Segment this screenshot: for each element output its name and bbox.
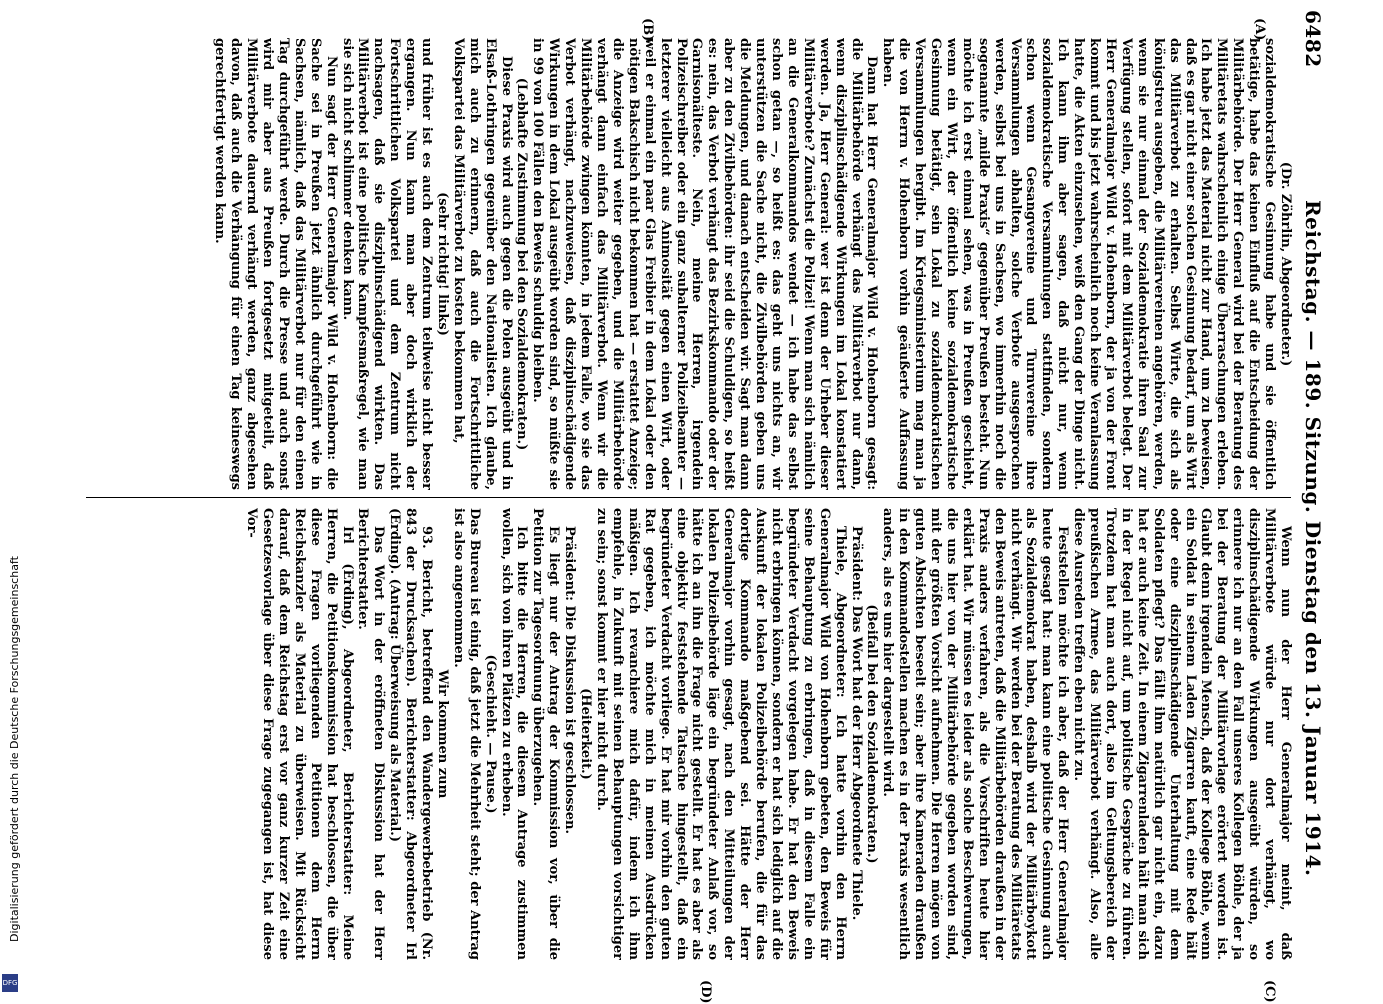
margin-mark-c: (C)	[1262, 980, 1277, 1003]
page-running-title: Reichstag. — 189. Sitzung. Dienstag den 13. Januar 1914.	[1301, 200, 1325, 877]
paragraph: Thiele, Abgeordneter: Ich hatte vorhin den Herrn Generalmajor Wild von Hohenborn gebeten, den Beweis für seine Behauptung zu erbringen, daß in diesem Falle ein begründeter Verdacht vorgelegen habe. Er hat den Beweis nicht erbringen können, sondern er hat sich lediglich auf die Auskunft der lokalen Polizeibehörde berufen, die für das dortige Kommando maßgebend sei. Hätte der Herr Generalmajor vorhin gesagt, nach den Mitteilungen der lokalen Polizeibehörde läge ein begründeter Anlaß vor, so hätte ich an ihn die Frage nicht gestellt. Er hat es aber als eine objektiv feststehende Tatsache hingestellt, daß ein begründeter Verdacht vorliege. Er hat mir vorhin den guten Rat gegeben, ich möchte mich in meinen Ausdrücken mäßigen. Ich revanchiere mich dafür, indem ich ihm empfehle, in Zukunft mit seinen Behauptungen vorsichtiger zu sein; sonst kommt er hier nicht durch.	[594, 508, 848, 960]
paragraph: Dann hat Herr Generalmajor Wild v. Hohenborn gesagt: die Militärbehörde verhängt das Militärverbot nur dann, wenn disziplinschädigende Wirkungen im Lokal konstatiert werden. Ja, Herr General: wer ist denn der Urheber dieser Militärverbote? Zunächst die Polizei! Wenn man sich nämlich an die Generalkommandos wendet — ich habe das selbst schon getan —, so heißt es: das geht uns nichts an, wir unterstützen die Sache nicht, die Zivilbehörden geben uns die Meldungen, und danach entscheiden wir. Sagt man dann aber zu den Zivilbehörden: ihr seid die Schuldigen, so heißt es: nein, das Verbot verhängt das Bezirkskommando oder der Garnisonälteste. Nein, meine Herren, irgendein Polizeischreiber oder ein ganz subalterner Polizeibeamter — letzterer vielleicht aus Animosität gegen einen Wirt, oder weil er einmal ein paar Glas Freibier in dem Lokal oder den nötigen Bakschisch nicht bekommen hat — erstattet Anzeige; die Anzeige wird weiter gegeben, und die Militärbehörde verhängt dann einfach das Militärverbot. Wenn wir die Militärbehörde zwingen könnten, in jedem Falle, wo sie das Verbot verhängt, nachzuweisen, daß disziplinschädigende Wirkungen in dem Lokal ausgeübt worden sind, so müßte sie in 99 von 100 Fällen den Beweis schuldig bleiben.	[530, 38, 880, 490]
page-number: 6482	[1301, 10, 1325, 68]
right-text-column	[83, 508, 1293, 960]
margin-mark-b: (B)	[640, 18, 655, 42]
paragraph: Das Bureau ist einig, daß jetzt die Mehrheit steht; der Antrag ist also angenommen.	[450, 508, 482, 960]
paragraph: sozialdemokratische Gesinnung habe und sie öffentlich betätige, habe das keinen Einfluß auf die Entscheidung der Militärbehörde. Der Herr General wird bei der Beratung des Militäretats wahrscheinlich einige Überraschungen erleben. Ich habe jetzt das Material nicht zur Hand, um zu beweisen, daß es gar nicht einer solchen Gesinnung bedarf, um als Wirt das Militärverbot zu erhalten. Selbst Wirte, die sich als königstreu ausgeben, die Militärvereinen angehören, werden, wenn sie nur einmal der Sozialdemokratie ihren Saal zur Verfügung stellen, sofort mit dem Militärverbot belegt. Der Herr Generalmajor Wild v. Hohenborn, der ja von der Front kommt und bis jetzt wahrscheinlich noch keine Veranlassung hatte, die Akten einzusehen, weiß den Gang der Dinge nicht. Ich kann ihm aber sagen, daß nicht nur, wenn sozialdemokratische Versammlungen stattfinden, sondern schon wenn Gesangvereine und Turnvereine ihre Versammlungen abhalten, solche Verbote ausgesprochen werden, selbst bei uns in Sachsen, wo immerhin noch die sogenannte „milde Praxis“ gegenüber Preußen besteht. Nun möchte ich erst einmal sehen, was in Preußen geschieht, wenn ein Wirt, der öffentlich keine sozialdemokratische Gesinnung betätigt, sein Lokal zu sozialdemokratischen Versammlungen hergibt. Im Kriegsministerium mag man ja die von Herrn v. Hohenborn vorhin geäußerte Auffassung haben.	[880, 38, 1278, 490]
paragraph: Das Wort in der eröffneten Diskussion hat der Herr Berichterstatter.	[355, 508, 387, 960]
speaker-heading: (Dr. Zöhrlin, Abgeordneter.)	[1278, 161, 1293, 367]
paragraph: Es liegt nur der Antrag der Kommission vor, über die Petition zur Tagesordnung überzugehen.	[530, 508, 562, 960]
margin-mark-d: (D)	[698, 980, 713, 1004]
paragraph: Wenn nun der Herr Generalmajor meint, daß Militärverbote würde nur dort verhängt, wo disziplinschädigende Wirkungen ausgeübt würden, so erinnere ich nur an den Fall unseres Kollegen Böhle, der ja bei der Beratung der Militärvorlage erörtert worden ist. Glaubt denn irgendein Mensch, daß der Kollege Böhle, wenn ein Soldat in seinem Laden Zigarren kauft, eine Rede hält oder eine disziplinschädigende Unterhaltung mit dem Soldaten pflegt? Das fällt ihm natürlich gar nicht ein, dazu hat er auch keine Zeit. In einem Zigarrenladen hält man sich in der Regel nicht auf, um politische Gespräche zu führen. Trotzdem hat man auch dort, also im Geltungsbereich der preußischen Armee, das Militärverbot verhängt. Also, alle diese Ausreden treffen eben nicht zu.	[1071, 508, 1293, 960]
paragraph: Ich bitte die Herren, die diesem Antrage zustimmen wollen, sich von ihren Plätzen zu erheben.	[498, 508, 530, 960]
paragraph: Präsident: Das Wort hat der Herr Abgeordnete Thiele.	[848, 526, 864, 921]
interjection: (Lebhafte Zustimmung bei den Sozialdemokraten.)	[514, 77, 530, 451]
digitization-credit: Digitalisierung gefördert durch die Deutsche Forschungsgemeinschaft	[8, 556, 21, 942]
interjection: (Geschieht. — Pause.)	[482, 654, 498, 814]
paragraph: Wir kommen zum	[434, 669, 450, 799]
paragraph: Nun sagt der Herr Generalmajor Wild v. Hohenborn: die Sache sei in Preußen jetzt ähnlich durchgeführt wie in Sachsen, nämlich, daß das Militärverbot nur für den einen Tag durchgeführt werde. Durch die Presse und auch sonst wird mir aber aus Preußen fortgesetzt mitgeteilt, daß Militärverbote dauernd verhängt werden, ganz abgesehen davon, daß auch die Verhängung für einen Tag keineswegs gerechtfertigt werden kann.	[212, 38, 339, 490]
agenda-item: 93. Bericht, betreffend den Wandergewerbebetrieb (Nr. 843 der Drucksachen). Berichterstatter: Abgeordneter Irl (Erding). (Antrag: Überweisung als Material.)	[387, 508, 435, 960]
interjection: (Heiterkeit.)	[578, 688, 594, 780]
paragraph: Irl (Erding), Abgeordneter, Berichterstatter: Meine Herren, die Petitionskommission hat beschlossen, die über diese Fragen vorliegenden Petitionen dem Herrn Reichskanzler als Material zu überweisen. Mit Rücksicht darauf, daß dem Reichstag erst vor ganz kurzer Zeit eine Gesetzesvorlage über diese Frage zugegangen ist, hat diese Vor-	[244, 508, 355, 960]
dfg-logo-icon: DFG	[2, 974, 18, 992]
paragraph: Feststellen möchte ich aber, daß der Herr Generalmajor heute gesagt hat: man kann eine politische Gesinnung auch als Sozialdemokrat haben, deshalb wird der Militärboykott nicht verhängt. Wir werden bei der Beratung des Militäretats den Beweis antreten, daß die Militärbehörden draußen in der Praxis anders verfahren, als die Vorschriften heute hier erklärt hat. Wir müssen es leider als solche Beschwerungen, die uns hier von der Militärbehörde gegeben worden sind, mit der größten Vorsicht aufnehmen. Die Herren mögen von guten Absichten beseelt sein; aber ihre Kameraden draußen in den Kommandostellen machen es in der Praxis wesentlich anders, als es uns hier dargestellt wird.	[880, 508, 1071, 960]
left-text-column	[83, 38, 1293, 490]
page-header	[1295, 0, 1325, 1000]
paragraph: Präsident: Die Diskussion ist geschlossen.	[562, 526, 578, 835]
interjection: (sehr richtig! links)	[434, 192, 450, 336]
paragraph: Diese Praxis wird auch gegen die Polen ausgeübt und in Elsaß-Lothringen gegenüber den Nationalisten. Ich glaube, mich auch zu erinnern, daß auch die Fortschrittliche Volkspartei das Militärverbot zu kosten bekommen hat,	[450, 38, 514, 490]
paragraph: und früher ist es auch dem Zentrum teilweise nicht besser ergangen. Nun kann man aber doch wirklich der Fortschrittlichen Volkspartei und dem Zentrum nicht nachsagen, daß sie disziplinschädigend wirkten. Das Militärverbot ist eine politische Kampfesmaßregel, wie man sie sich nicht schlimmer denken kann.	[339, 38, 435, 490]
interjection: (Beifall bei den Sozialdemokraten.)	[864, 604, 880, 864]
column-divider	[86, 497, 1291, 498]
margin-mark-a: (A)	[1252, 18, 1267, 41]
document-page	[70, 0, 1335, 1004]
